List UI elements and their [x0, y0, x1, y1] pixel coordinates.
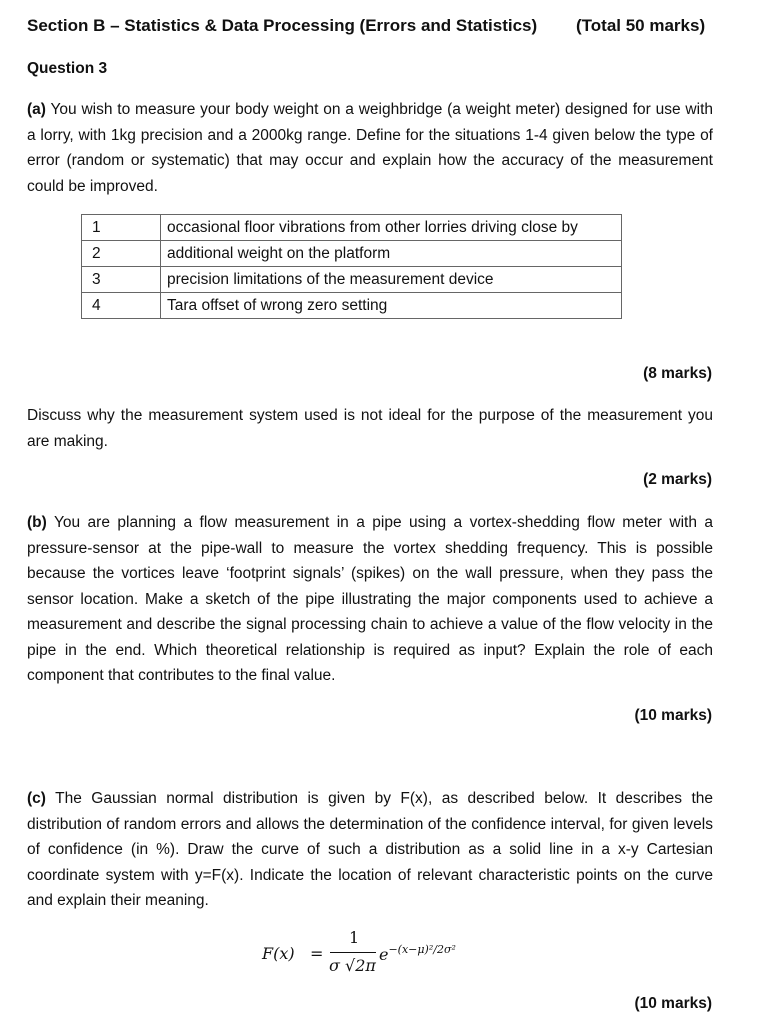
table-row: [82, 267, 622, 293]
part-c-paragraph: [27, 786, 713, 914]
part-a-label: (a): [27, 101, 46, 118]
row-description: Tara offset of wrong zero setting: [161, 293, 622, 319]
row-description: occasional floor vibrations from other lorries driving close by: [161, 215, 622, 241]
part-a-text: You wish to measure your body weight on a weighbridge (a weight meter) designed for use with a lorry, with 1kg precision and a 2000kg range. Define for the situations 1-4 given below the type of error (random or systematic) that may occur and explain how the accuracy of the measurement could be improved.: [27, 101, 713, 195]
part-a-marks: (8 marks): [643, 365, 712, 382]
row-number: 2: [82, 241, 161, 267]
table-row: [82, 215, 622, 241]
section-title: Section B – Statistics & Data Processing (Errors and Statistics): [27, 16, 538, 35]
part-c-label: (c): [27, 790, 46, 807]
table-row: [82, 241, 622, 267]
part-b-marks: (10 marks): [634, 707, 712, 724]
fraction-bar: [330, 952, 376, 953]
row-number: 1: [82, 215, 161, 241]
part-a-paragraph: [27, 97, 713, 199]
part-c-marks: (10 marks): [634, 995, 712, 1012]
part-b-label: (b): [27, 514, 47, 531]
part-a-discuss-marks: (2 marks): [643, 471, 712, 488]
formula-exponential: [379, 943, 456, 964]
formula-equals: =: [310, 944, 324, 963]
row-number: 4: [82, 293, 161, 319]
part-c-text: The Gaussian normal distribution is given by F(x), as described below. It describes the distribution of random errors and allows the determination of the confidence interval, for given levels of confidence (in %). Draw the curve of such a distribution as a solid line in a x-y Cartesian coordinate system with y=F(x). Indicate the location of relevant characteristic points on the curve and explain their meaning.: [27, 790, 713, 909]
table-row: [82, 293, 622, 319]
question-title: Question 3: [27, 60, 108, 77]
gaussian-formula: [262, 928, 502, 980]
part-b-paragraph: [27, 510, 713, 689]
part-a-discuss: Discuss why the measurement system used is not ideal for the purpose of the measurement you are making.: [27, 407, 713, 450]
part-b-text: You are planning a flow measurement in a pipe using a vortex-shedding flow meter with a pressure-sensor at the pipe-wall to measure the vortex shedding frequency. This is possible because the vortices leave ‘footprint signals’ (spikes) on the wall pressure, when they pass the sensor location. Make a sketch of the pipe illustrating the major components used to achieve a measurement and describe the signal processing chain to achieve a value of the flow velocity in the pipe in the end. Which theoretical relationship is required as input? Explain the role of each component that contributes to the final value.: [27, 514, 713, 684]
row-description: precision limitations of the measurement device: [161, 267, 622, 293]
formula-exponent: −(x−μ)²/2σ²: [388, 943, 456, 956]
total-marks: (Total 50 marks): [576, 16, 706, 35]
formula-lhs: F(x): [262, 944, 295, 963]
error-situations-table: [81, 214, 622, 319]
formula-denominator: σ √2π: [329, 956, 376, 975]
row-number: 3: [82, 267, 161, 293]
formula-numerator: 1: [349, 928, 360, 947]
formula-base: e: [379, 945, 389, 964]
row-description: additional weight on the platform: [161, 241, 622, 267]
